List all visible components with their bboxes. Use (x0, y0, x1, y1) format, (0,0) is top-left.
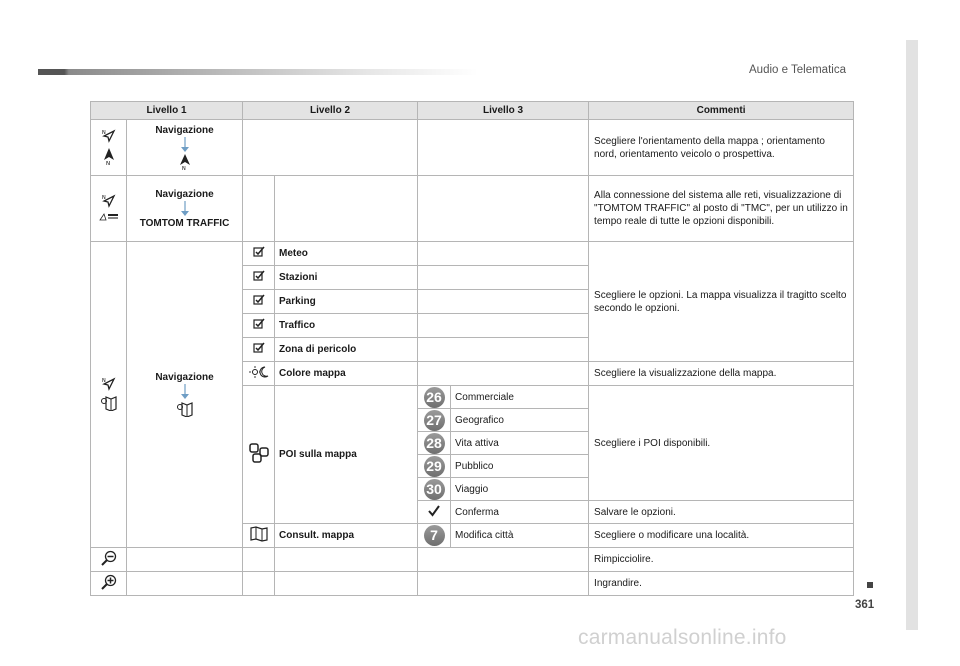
comment-cell: Salvare le opzioni. (589, 501, 854, 524)
level1-cell (127, 176, 243, 242)
option-label: POI sulla mappa (275, 386, 418, 524)
navigation-arrow-icon (101, 193, 117, 209)
level-label: Navigazione (155, 188, 214, 200)
checkbox-checked-icon (253, 294, 265, 306)
header-decoration-bar (38, 69, 478, 75)
svg-text:N: N (101, 129, 106, 136)
option-label: Stazioni (275, 266, 418, 290)
down-arrow-icon (180, 384, 190, 400)
watermark: carmanualsonline.info (578, 626, 787, 649)
side-strip (906, 40, 918, 630)
table-row (91, 572, 854, 596)
poi-item-label: Commerciale (451, 386, 589, 409)
checkbox-checked-icon (253, 318, 265, 330)
comment-cell: Scegliere l'orientamento della mappa ; orientamento nord, orientamento veicolo o prospettiva. (589, 120, 854, 176)
header-livello-3: Livello 3 (418, 102, 589, 120)
map-settings-icon (176, 401, 194, 417)
section-title: Audio e Telematica (749, 64, 846, 76)
down-arrow-icon (180, 201, 190, 217)
comment-cell: Scegliere i POI disponibili. (589, 386, 854, 501)
option-label: Traffico (275, 314, 418, 338)
level1-icons (91, 176, 127, 242)
traffic-icon (99, 212, 119, 222)
down-arrow-icon (180, 137, 190, 153)
table-row (91, 120, 854, 176)
comment-cell: Rimpicciolire. (589, 548, 854, 572)
svg-text:N: N (181, 166, 186, 170)
comment-cell: Ingrandire. (589, 572, 854, 596)
level1-cell (127, 242, 243, 548)
checkbox-checked-icon (253, 342, 265, 354)
level1-icons (91, 242, 127, 548)
comment-cell: Alla connessione del sistema alle reti, visualizzazione di "TOMTOM TRAFFIC" al posto di "TMC", per un utilizzo in tempo reale di tutte le opzioni disponibili. (589, 176, 854, 242)
poi-item-label: Geografico (451, 409, 589, 432)
option-label: Colore mappa (275, 362, 418, 386)
navigation-arrow-icon (101, 128, 117, 144)
map-icon (250, 526, 268, 542)
map-settings-icon (100, 395, 118, 411)
svg-text:N: N (101, 194, 106, 201)
comment-cell: Scegliere o modificare una località. (589, 524, 854, 548)
option-label: Zona di pericolo (275, 338, 418, 362)
comment-cell: Scegliere le opzioni. La mappa visualizza il tragitto scelto secondo le opzioni. (589, 242, 854, 362)
option-label: Meteo (275, 242, 418, 266)
poi-item-label: Viaggio (451, 478, 589, 501)
badge: 26 (424, 387, 445, 408)
poi-icon (249, 443, 269, 463)
poi-item-label: Pubblico (451, 455, 589, 478)
checkbox-checked-icon (253, 246, 265, 258)
header-livello-1: Livello 1 (91, 102, 243, 120)
level-label: Navigazione (155, 125, 214, 136)
north-up-icon (101, 147, 117, 165)
north-up-icon (178, 154, 192, 170)
badge: 28 (424, 433, 445, 454)
consult-item-label: Modifica città (451, 524, 589, 548)
level-label: Navigazione (155, 372, 214, 383)
badge: 30 (424, 479, 445, 500)
table-header-row (91, 102, 854, 120)
day-night-icon (249, 366, 269, 378)
level1-icons (91, 120, 127, 176)
svg-text:N: N (101, 377, 106, 384)
page-number: 361 (855, 599, 875, 611)
table-row (91, 242, 854, 266)
level1-cell (127, 120, 243, 176)
table-row (91, 176, 854, 242)
svg-text:N: N (105, 160, 110, 165)
header-livello-2: Livello 2 (243, 102, 418, 120)
comment-cell: Scegliere la visualizzazione della mappa. (589, 362, 854, 386)
badge: 7 (424, 525, 445, 546)
navigation-arrow-icon (101, 376, 117, 392)
badge: 29 (424, 456, 445, 477)
level-label: TOMTOM TRAFFIC (139, 217, 230, 229)
zoom-in-icon (101, 574, 117, 590)
confirm-label: Conferma (451, 501, 589, 524)
checkmark-icon (428, 505, 440, 517)
option-label: Consult. mappa (275, 524, 418, 548)
poi-item-label: Vita attiva (451, 432, 589, 455)
table-row (91, 548, 854, 572)
zoom-out-icon (101, 550, 117, 566)
header-commenti: Commenti (589, 102, 854, 120)
page-marker (867, 582, 873, 588)
menu-table (90, 101, 854, 596)
checkbox-checked-icon (253, 270, 265, 282)
badge: 27 (424, 410, 445, 431)
option-label: Parking (275, 290, 418, 314)
